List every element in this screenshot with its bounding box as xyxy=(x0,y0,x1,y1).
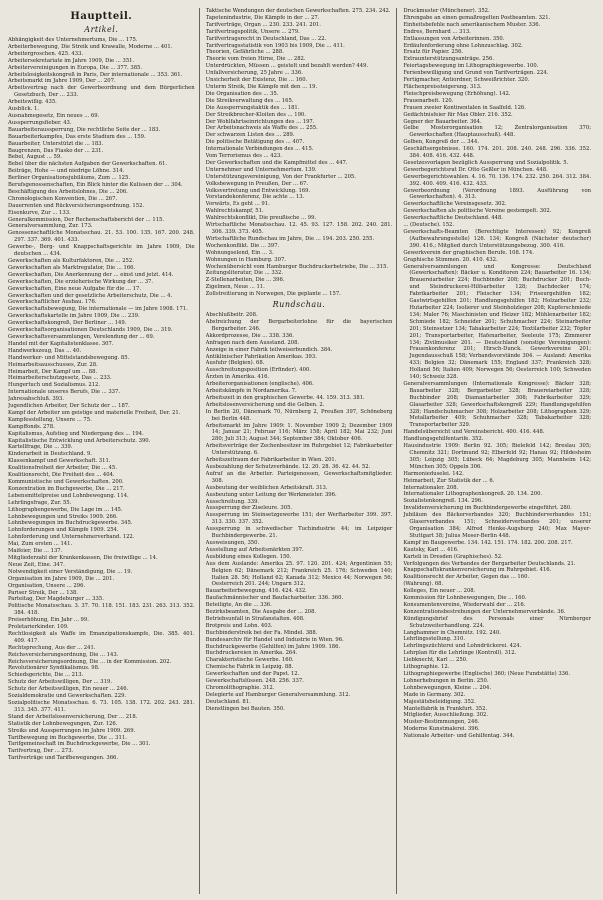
index-entry: Kartellfrage, Die ... 339. xyxy=(8,444,73,451)
index-entry: Erdäufenforderung ohne Lohnzuschlag. 302. xyxy=(403,42,523,49)
index-entry: Made in Germany. 302. xyxy=(403,691,466,698)
index-entry: Kommission für Lohnbewegungen, Die ... 160. xyxy=(403,595,527,602)
index-entry: Notwendigkeit einer Verständigung, Die ... 19. xyxy=(8,568,133,575)
index-entry: Bauarbeiteraussperrung, Die rechtliche Seite der ... 183. xyxy=(8,126,161,133)
index-entry: Schutz der Arbeitswilligen, Ein neuer ... 246. xyxy=(8,686,129,693)
index-entry: Arbeitsmarkt im Jahre 1909: 1. November 1909 2; Dezember 1909 14; Januar 21; Februar 116; März 158; April 182; Mai 232; Juni 280; Juli 313; August 344; September 384; Oktober 406. xyxy=(205,422,393,443)
index-entry: Lithographie. 12. xyxy=(403,664,450,671)
index-entry: Mantelfabrik in Frankfurt. 352. xyxy=(403,705,488,712)
column-left xyxy=(8,8,200,894)
index-entry: Gewerkschafts-Beamten (Berechtigte Interessen) 92; Kongreß (Aufbewahrungsstelle) 126. 134; Kongreß (Nächster deutscher) 390. 416.; Mitglied durch Unterstützungsbezug. 300. 416. xyxy=(403,229,591,249)
index-entry: Generalkommission, Der Rechenschaftsbericht der ... 115. xyxy=(8,216,165,223)
index-entry: Lithographengewerbe, Die Lage im ... 145. xyxy=(8,506,123,513)
index-entry: Unternehmer und Unternehmertum. 139. xyxy=(205,166,317,173)
index-entry: Chromolithographie. 312. xyxy=(205,685,275,691)
index-entry: Zigelmen, Neue ... 11. xyxy=(205,284,265,291)
index-entry: Moderne Kunstmalerei. 396. xyxy=(403,726,480,733)
index-entry: Aussperrung im Steinsetzgewerbe 151; der Werftarbeiter 399. 397. 313. 330. 337. 352. xyxy=(205,512,393,526)
index-entry: Revolutionärer Syndikalismus. 98. xyxy=(8,665,100,672)
index-entry: Wochenübersicht vom Hamburger Buchdruckerbetriebe, Die ... 315. xyxy=(205,263,389,270)
index-entry: Konzentrationsbestrebungen der Unternehmerverbände. 36. xyxy=(403,608,566,615)
index-entry: Arbeiterorganisationen (englische). 406. xyxy=(205,381,314,388)
index-entry: Lehrlingsfrage, Zur. 55. xyxy=(8,499,72,506)
index-entry: Gewerkschaften, Eine neue Aufgabe für die ... 17. xyxy=(8,285,142,292)
index-entry: Arbeitergroschen. 425. 433. xyxy=(8,50,84,57)
index-entry: Lehrlingszüchterei und Lohndrückerei. 424. xyxy=(403,643,522,650)
index-entry: Gewerbeordnung (Verordnung 1893. Ausführung von Gewerkschaften). 4. 313. xyxy=(403,187,591,201)
index-entry: Liebknecht, Karl ... 250. xyxy=(403,657,468,664)
index-entry: Gewerkschaftsversammlungen, Verelendung der ... 69. xyxy=(8,333,155,340)
index-entry: Nationale Arbeiter- und Gehilfentag. 344. xyxy=(403,733,515,740)
index-entry: Handwerker- und Mittelstandsbewegung. 85. xyxy=(8,354,130,361)
index-entry: Aussperrungsfieber. 43. xyxy=(8,119,72,126)
index-entry: In Berlin 20, Dänemark 70, Nürnberg 2, Preußen 397, Schöneberg bei Berlin 448. xyxy=(205,408,393,422)
index-entry: Abstreichung der Bergarbeiterlohne für die bayerischen Bergarbeiter. 246. xyxy=(205,318,393,332)
index-entry: Geschäftsergebnisse. 160. 174. 201. 208. 240. 248. 296. 336. 352. 384. 408. 416. 432. 448. xyxy=(403,146,591,160)
index-entry: Rechtsprechung, Aus der ... 241. xyxy=(8,644,96,651)
index-entry: Gewerkverein der graphischen Berufe. 108. 174. xyxy=(403,249,534,256)
index-entry: Jahresabschluß. 393. xyxy=(8,396,65,403)
index-entry: Akkordprozesse, Die ... 338. 336. xyxy=(205,332,294,339)
column-right xyxy=(403,8,595,894)
index-entry: Anzeige in einer Fabrik teilweiserbundich. 384. xyxy=(205,346,333,353)
index-entry: Arbeitslosenversicherung und die Gelben. 2. xyxy=(205,401,325,408)
index-entry: Kommunistische und Gewerkschaften. 200. xyxy=(8,479,124,485)
index-entry: Sozialdemokratie und Gewerkschaften. 229. xyxy=(8,693,127,700)
index-entry: Handlungsgehilfentarife. 352. xyxy=(403,436,484,443)
index-entry: Dauerrenten und Rückversicherungsordnung. 152. xyxy=(8,202,145,209)
index-entry: Arbeitsvertrag nach der Gewerbeordnung und dem Bürgerlichen Gesetzbuch, Der ... 233. xyxy=(8,85,195,99)
index-entry: Genossenschaftliche Monatsschau. 21. 53. 100. 135. 167. 200. 248. 297. 337. 369. 401. 433. xyxy=(8,230,195,244)
index-list-left xyxy=(8,37,195,762)
index-entry: Lebensmittelpreise und Lohnbewegung. 114. xyxy=(8,492,129,499)
index-entry: Bauarbeiterbewegung. 416. 424. 432. xyxy=(205,588,307,595)
index-entry: Internationaler. 208. xyxy=(403,484,459,491)
index-entry: Unterstützungsvereinigung, Von der Frankfurter ... 205. xyxy=(205,173,356,180)
index-entry: Gewerbegerichtsrat Dr. Otto Geßler in München. 448. xyxy=(403,166,548,173)
index-entry: Gesetzesvorlagen bezüglich Aussperrung und Sozialpolitik. 5. xyxy=(403,159,569,166)
index-entry: Gewerkschaftliche Vereinsgesetz. 302. xyxy=(403,201,507,208)
index-entry: Aussperrung der Ziseleure. 305. xyxy=(205,505,293,512)
index-entry: Parteitag, Der Magdeburger ... 335. xyxy=(8,596,104,603)
index-entry: Frauenarbeit. 120. xyxy=(403,97,454,104)
index-entry: Ausbeutung unter Leitung der Werkmeister. 396. xyxy=(205,491,337,498)
index-entry: Gewerbegerichtswahlen. 4. 16. 70. 136. 174. 232. 250. 264. 312. 384. 392. 400. 409. 416. 432. 433. xyxy=(403,173,591,187)
index-entry: Bebel über die nächsten Aufgaben der Gewerkschaften. 61. xyxy=(8,161,168,168)
index-entry: Einheitsbefehle nach amerikanischem Muster. 336. xyxy=(403,21,541,28)
index-entry: Gewerkschaften und der Papst. 12. xyxy=(205,671,300,678)
index-entry: Reichsversicherungsordnung, Die ... 143. xyxy=(8,651,119,658)
index-entry: Gewerkschaftliche Deutschland. 448. xyxy=(403,215,503,222)
index-entry: Gelbe Mosterorganisation 12; Zentralorganisation 370; Gewerkschaften (Hauptausschuß). 448. xyxy=(403,125,591,139)
index-entry: Mitglieder, Ausschließung. 302. xyxy=(403,712,489,719)
index-entry: Internationale Verbindungen des ... 415. xyxy=(205,146,314,153)
index-entry: Berufsgenossenschaften, Ein Blick hinter die Kulissen der ... 304. xyxy=(8,182,183,189)
index-entry: Wahlrechtskampf, 51. xyxy=(205,208,264,215)
index-entry: Ausblick. 1. xyxy=(8,106,40,113)
index-entry: Vorstandekonferenz, Die achte ... 13. xyxy=(205,194,305,201)
index-entry: Vom Terrorismus des ... 423. xyxy=(205,153,282,160)
section-title-articles: Artikel. xyxy=(84,25,119,34)
index-entry: Bebel, August ... 59. xyxy=(8,154,62,161)
index-entry: Dienstlingen bei Bauten. 350. xyxy=(205,705,285,712)
index-entry: Majestätsbeleidigung. 352. xyxy=(403,698,476,705)
index-entry: Pariser Streik, Der ... 138. xyxy=(8,589,78,596)
index-entry: Ausbildung eines Kollegen. 150. xyxy=(205,553,292,560)
index-entry: Organisation, Unsere ... 296. xyxy=(8,582,86,589)
index-entry: Aussperrung in schwedischer Tuchindustrie 44; im Leipziger Buchbindergewerbe. 21. xyxy=(205,526,393,540)
index-entry: Streiks und Aussperrungen im Jahre 1909. 269. xyxy=(8,727,136,734)
index-entry: Handel mit der Kapitalistenklasse. 307. xyxy=(8,340,114,347)
index-list-middle-articles xyxy=(206,8,393,298)
index-entry: Beiträge, Hohe — und niedrige Löhne. 314. xyxy=(8,168,125,175)
index-entry: Schiedsgerichte, Die ... 213. xyxy=(8,672,84,679)
index-entry: Organisation im Jahre 1909, Die ... 201. xyxy=(8,575,115,582)
index-entry: (Wahrung). 68. xyxy=(403,581,444,588)
index-entry: Politische Monatsschau. 3. 37. 70. 118. 151. 183. 231. 263. 313. 352. 384. 418. xyxy=(8,603,195,617)
index-entry: Beschäftigung des Arbeitslohnes, Die ... 206. xyxy=(8,188,128,195)
index-entry: Preiserhöhung, Ein Jahr ... 99. xyxy=(8,617,89,624)
index-entry: Gewerkschaften als politische Vereine gestempelt. 302. xyxy=(403,208,552,215)
index-entry: Internationale unseres Berufs, Die ... 337. xyxy=(8,389,121,396)
index-entry: Fleischpreisbewegung (Erhöhung). 142. xyxy=(403,90,511,97)
index-entry: Ausschreitung. 339. xyxy=(205,498,260,505)
index-entry: Betriebsunfall in Strafanstalten. 408. xyxy=(205,615,305,622)
index-entry: Ehrengabe an einen gemaßregelten Postbeamten. 321. xyxy=(403,14,551,21)
index-entry: Gelben, Kongreß der ... 344. xyxy=(403,139,479,146)
index-entry: Lohnbewegungen, Kleine ... 204. xyxy=(403,684,492,691)
index-entry: Mai, Zum ersten ... 141. xyxy=(8,541,73,548)
index-entry: Lehrplan für die Lehrlinge (Kontroll). 312. xyxy=(403,650,517,657)
index-entry: Taktische Wendungen der deutschen Gewerkschaften. 275. 234. 242. xyxy=(205,8,391,14)
index-entry: Delegierte auf Hamburger Generalversammlung. 312. xyxy=(205,691,351,698)
index-entry: Gewerkschaftslüssen. 248. 256. 337. xyxy=(205,678,304,685)
index-entry: Koalitionsrecht, Die Freiheit des ... 404. xyxy=(8,472,115,479)
index-entry: Arbeitsmarkt im Jahre 1909, Der ... 207. xyxy=(8,78,116,85)
index-entry: Unterdrückten, Müssen ... geistelt und bezahlt werden? 449. xyxy=(205,63,369,70)
index-entry: Karteli in Dresden (Graphisches). 52. xyxy=(403,553,503,560)
index-entry: Verfolgungen des Verbandes der Bergarbeiter Deutschlands. 21. xyxy=(403,560,576,567)
index-entry: Aufruf an die Arbeiter. Parteigenossen, Gewerkschaftsmitglieder. 308. xyxy=(205,470,393,484)
index-entry: Handelsübersicht und Vereinsbericht. 400. 416. 448. xyxy=(403,429,545,436)
index-entry: Gewerkschaften als Marktregulator, Die ... 166. xyxy=(8,264,136,271)
index-entry: Kautsky, Karl ... 416. xyxy=(403,546,459,553)
index-entry: Kündigungsbrief des Personals einer Nürnberger Schutzweiterhandlung. 224. xyxy=(403,615,591,629)
index-entry: Baufachmännischer und Baufacharbeiter. 336. 360. xyxy=(205,595,344,602)
index-entry: Lohnbewegungen und Streiks 1909. 266. xyxy=(8,513,118,520)
index-entry: Arbeitersekretariate im Jahre 1909, Die ... 351. xyxy=(8,57,135,64)
index-entry: Neue Zeit, Eine. 347. xyxy=(8,561,65,568)
index-entry: Arbeitswillig. 435. xyxy=(8,99,57,106)
index-entry: Tarifbewegung im Buchgewerbe, Die ... 311. xyxy=(8,734,127,741)
index-entry: Koalitionsrecht der Arbeiter, Gegen das ... 160. xyxy=(403,574,530,581)
index-entry: Invalidenversicherung im Buchbindergewerbe eingeführt. 280. xyxy=(403,505,572,512)
index-entry: Gewerkschaften, Die erzieherische Wirkung der ... 37. xyxy=(8,278,154,285)
index-entry: Ausbezahlung der Schutzverbände. 12. 20. 28. 36. 42. 44. 52. xyxy=(205,464,371,470)
index-entry: Theorien, Gefährliche ... 288. xyxy=(205,49,284,56)
index-entry: Hungertuch und Sozialismus. 212. xyxy=(8,382,101,389)
index-entry: Ausweisungen, 350. xyxy=(205,539,260,546)
index-entry: Wirtschaftliche Rundschau im Jahre, Die ... 194. 203. 250. 255. xyxy=(205,235,375,242)
index-entry: Generalversammlungen (Internationale Kongresse): Bäcker 328; Bauarbeiter 328; Bergarbeiter 328; Brauereiarbeiter 328; Buchbinder 208; Diamantarbeiter 308; Fabrikarbeiter 329; Glasarbeiter 328; Gewerkschaftskongreß 229; Handlungsgehilfen 328; Handschuhmacher 308; Holzarbeiter 208; Lithographen 329; Metallarbeiter 409; Schuhmacher 328; Tabakarbeiter 328; Transportarbeiter 329. xyxy=(403,380,591,429)
index-entry: Gewerkschaftsbewegung, Die internationale — im Jahre 1908. 171. xyxy=(8,306,188,313)
index-entry: Ausstellung auf Arbeitsmärkten 397. xyxy=(205,546,304,553)
index-entry: Gewerkschaften als Kulturfaktoren, Die ... 252. xyxy=(8,258,134,264)
index-entry: Lohnerhebungen in Berlin. 250. xyxy=(403,677,489,684)
index-entry: Der Arbeitsnachweis als Waffe des ... 255. xyxy=(205,125,318,132)
index-entry: Harmonieduselei. 142. xyxy=(403,470,464,477)
index-entry: Die politische Betätigung des ... 407. xyxy=(205,139,305,146)
index-entry: Generalversammlung, Zur. 173. xyxy=(8,223,93,230)
index-entry: Deutschland. 81. xyxy=(205,698,251,705)
index-entry: Der Wohlfahrtseinrichtungen des ... 197. xyxy=(205,118,315,125)
index-entry: Rechtlosigkeit als Waffe im Emanzipationskampfe, Die. 385. 401. 409. 417. xyxy=(8,630,195,644)
index-entry: Vorwärts, Es geht ... 91. xyxy=(205,201,270,208)
index-entry: Mitgliederzahl der Krankenkassen, Die freiwillige ... 14. xyxy=(8,554,158,561)
index-entry: Tapetenindustrie, Die Kämpfe in der ... 27. xyxy=(205,14,320,21)
index-entry: Tarifvertrag, Der ... 273. xyxy=(8,748,74,755)
section-title-review: Rundschau. xyxy=(272,300,326,310)
index-entry: Ersatz für Papier. 256. xyxy=(403,49,464,56)
index-entry: Chronologischen Konvention, Die ... 267. xyxy=(8,195,118,202)
index-entry: Buchbinderstreik bei der Fa. Mindel. 388. xyxy=(205,629,318,636)
index-entry: Gewerbe-, Berg- und Knappschaftsgerichte im Jahre 1909, Die deutschen ... 434. xyxy=(8,244,195,258)
index-entry: Zeitungsliteratur, Die ... 332. xyxy=(205,270,284,277)
index-entry: Tarifvertragspolitik, Unsere ... 279. xyxy=(205,28,300,35)
index-entry: Wahlrechtskonflikt, Die preußische ... 99. xyxy=(205,215,317,222)
index-entry: Proletarierkinder. 109. xyxy=(8,624,69,631)
index-entry: Schutz der Arbeitswilligen, Der ... 319. xyxy=(8,679,112,686)
index-entry: Lohnbewegungen im Buchdruckgewerbe. 345. xyxy=(8,520,133,527)
index-entry: Heimarbeitsausschusses, Zur. 28. xyxy=(8,361,98,368)
index-entry: Arbeitsverträge der Zechenbesitzer im Ruhrgebiet 12; Fabrikarbeiter Unterstützung. 6. xyxy=(205,443,393,457)
index-entry: Arbeitervereinigungen in Europa, Die ... 377. 385. xyxy=(8,64,143,71)
index-entry: Hausindustrie 1909: Berlin 92. 305; Bielefeld 142; Breslau 305; Chemnitz 321; Dortmund 92; Elberfeld 92; Hanau 92; Hildesheim 305; Leipzig 305; Lübeck 64; Magdeburg 305; Mannheim 142; München 305; Oppeln 306. xyxy=(403,443,591,470)
index-entry: Flächenpreissteigerung. 313. xyxy=(403,83,482,90)
index-entry: Kampffonds. 278. xyxy=(8,423,55,430)
index-entry: Baugrenzen, Das Fiasko der ... 231. xyxy=(8,147,104,154)
index-entry: Wohnungselend, Ein ... 3. xyxy=(205,249,274,256)
index-entry: Extraunterstützungsanträge. 256. xyxy=(403,56,494,63)
index-entry: Die Aussperrungstaktik des ... 181. xyxy=(205,104,300,111)
index-entry: ... (Deutsche). 152. xyxy=(403,222,455,229)
index-entry: Endres, Bernhard ... 313. xyxy=(403,28,471,35)
index-entry: Berliner Organisationsjubiläums, Zum ... 125. xyxy=(8,175,131,182)
index-entry: Generalversammlungen und Kongresse: Deutschland (Gewerkschaften): Bäcker u. Konditoren 224; Bauarbeiter 16. 134; Brauereiarbeiter 224; Buchbinder 208; Buchdrucker 201; Buch- und Steindruckerei-Hilfsarbeiter 128; Dachdecker 174; Fabrikarbeiter 201; Fleischer 134; Friseurgehilfen 182; Gastwirtsgehilfen 201; Handlungsgehilfen 182; Holzarbeiter 232; Hutarbeiter 224; Isolierer und Steinholzleger 208; Kupferschmiede 134; Maler 76; Maschinisten und Heizer 182; Mühlenarbeiter 182; Schmiede 182; Schneider 201; Schuhmacher 224; Steinarbeiter 201; Steinsetzer 134; Tabakarbeiter 224; Textilarbeiter 232; Töpfer 201; Transportarbeiter, Hafenarbeiter, Seeleute 175; Zimmerer 134; Zivilmusiker 201. — Deutschland (sonstige Vereinigungen): Frauenkonferenz 201; Hirsch-Dunck. Gewerkvereine 201; Jugendausschuß 158; Verbandsvorstände 304. — Ausland: Amerika 433; Belgien 32; Dänemark 155; England 337; Frankreich 328; Holland 56; Italien 409; Norwegen 56; Oesterreich 100; Schweden 140; Schweiz 328. xyxy=(403,263,591,381)
index-entry: Heimarbeit, Zur Statistik der ... 6. xyxy=(403,477,495,484)
index-entry: Tarifverträge und Tarifbewegungen. 366. xyxy=(8,755,119,762)
index-entry: Arbeitslosigkeitskongreß in Paris, Der internationale ... 353. 361. xyxy=(8,71,183,78)
index-entry: Fertigmacher, Antiordner, Schweißrichter. 320. xyxy=(403,77,530,84)
index-entry: Entlassungen von Arbeiterinnen. 350. xyxy=(403,35,505,42)
index-entry: Ärzten in Amerika. 416. xyxy=(205,374,270,381)
index-entry: Arbeitszeitraum der Fabrikarbeiter in Wien. 201. xyxy=(205,457,337,464)
index-entry: Gewerkschaftsorganisationen Deutschlands 1909, Die ... 319. xyxy=(8,327,173,334)
index-entry: Buchdruckereien in Amerika. 264. xyxy=(205,650,298,657)
index-entry: Maifeier, Die ... 137. xyxy=(8,548,63,555)
index-entry: Tarifvertragsrecht in Deutschland, Das ... 22. xyxy=(205,35,327,42)
index-entry: Lehrlingsstellung. 310. xyxy=(403,636,466,643)
index-entry: Tarifvertragsstatistik von 1903 bis 1909, Die ... 411. xyxy=(205,42,345,49)
index-entry: Konzentration im Buchgewerbe, Die ... 217. xyxy=(8,485,125,492)
index-entry: Abhängigkeit des Unternehmertums, Die ... 175. xyxy=(8,37,138,43)
index-entry: Knappschaftskrankenversicherung im Ruhrgebiet. 416. xyxy=(403,567,552,574)
index-entry: Arbeiterbewegung, Die Streik und Krawalle, Moderne ... 401. xyxy=(8,43,173,50)
index-entry: Ausschreitungsposition (Erfinder). 400. xyxy=(205,367,311,374)
index-entry: Wohnungen in Hamburg. 307. xyxy=(205,256,286,263)
index-entry: Unterm Streik, Die Kämpfe mit den ... 19. xyxy=(205,83,318,90)
index-entry: Druckmuster (Münchener). 352. xyxy=(403,8,490,14)
index-entry: Kapitalismus, Aufstieg und Niedergang des ... 194. xyxy=(8,430,144,437)
index-entry: Jubiläum des Bäckerverbandes 320; Buchbinderverbandes 151; Glaserverbandes 151; Schneiderverbandes 201; unserer Organisation 384; Alfred Henke-Augsburg 240; Max Mayer-Stuttgart 38; Julius Moser-Berlin 448. xyxy=(403,512,591,539)
index-entry: Unfallversicherung, 25 Jahre ... 336. xyxy=(205,70,303,77)
index-entry: Lohnforderung und Unternehmerverband. 122. xyxy=(8,534,135,541)
index-entry: Volksbewegung in Preußen, Der ... 67. xyxy=(205,180,309,187)
index-entry: Statistik der Lohnbewegungen, Zur. 126. xyxy=(8,720,118,727)
index-entry: Gewerkschaften, Die Anerkennung der ... einst und jetzt. 414. xyxy=(8,271,174,278)
index-entry: Charakteristische Gewerbe. 160. xyxy=(205,657,294,664)
index-entry: Der schwarzen Listen des ... 289. xyxy=(205,132,295,139)
index-entry: Z-Stellenarbeiten, Die ... 396. xyxy=(205,277,285,284)
index-entry: Koalitionsfreiheit der Arbeiter, Die ... 45. xyxy=(8,465,117,472)
index-entry: Handwerkszeug, Das ... 40. xyxy=(8,347,82,354)
index-entry: Wochenkonflikt. Die ... 397. xyxy=(205,242,280,249)
index-entry: Langhammer in Chemnitz. 192. 240. xyxy=(403,629,501,636)
index-entry: Gegner der Bauarbeiter. 364. xyxy=(403,118,482,125)
index-entry: Beteiligte, An die ... 336. xyxy=(205,602,272,609)
index-entry: Anfragen nach dem Ausstand. 208. xyxy=(205,339,300,346)
index-entry: Bezirksbeamten, Die Ausgabe der ... 208. xyxy=(205,609,317,616)
index-entry: Die Streikverwaltung des ... 165. xyxy=(205,97,294,104)
index-entry: Eisenkurve, Zur ... 133. xyxy=(8,209,71,216)
index-entry: Frauen zweier Kontinentalen in Saalfeld. 126. xyxy=(403,104,526,111)
index-entry: Tarifverträge, Organ ... 230. 233. 241. 201. xyxy=(205,21,321,28)
index-entry: Buchdruckgewerbe (Gehilfen) im Jahre 1909. 186. xyxy=(205,643,341,650)
index-entry: Sozialpolitische Monatsschau. 6. 73. 105. 138. 172. 202. 243. 281. 313. 345. 377. 411. xyxy=(8,700,195,713)
index-entry: Lohnforderungen und Kämpfe 1909. 254. xyxy=(8,527,119,534)
index-entry: Volksvertretung und Entwicklung. 169. xyxy=(205,187,311,194)
index-entry: Unsicherheit der Existenz, Die ... 160. xyxy=(205,77,308,84)
index-entry: Ausfuhr (Belgien). 68. xyxy=(205,360,265,367)
column-middle xyxy=(206,8,398,894)
index-entry: Brotpreis und Lohn. 403. xyxy=(205,622,273,629)
index-entry: Stand der Arbeitslosenversicherung, Der ... 218. xyxy=(8,713,138,720)
index-entry: Kampfesstellung, Unsere ... 75. xyxy=(8,416,92,423)
index-entry: Kampf im Baugewerbe. 134. 142. 151. 174. 182. 200. 208. 217. xyxy=(403,539,573,546)
index-entry: Ausnahmegesetz, Ein neues ... 69. xyxy=(8,112,100,119)
index-entry: Arbeitskämpfe in Nordamerika. 7. xyxy=(205,388,297,395)
index-entry: Chemische Fabrik in Leipzig. 88. xyxy=(205,664,294,671)
index-entry: Kapitalistische Entwicklung und Arbeiterschutz. 390. xyxy=(8,437,151,444)
index-list-right xyxy=(403,8,591,740)
index-entry: Abschlußbeitr. 208. xyxy=(205,312,258,319)
index-entry: Theorie vom freien Hirne, Die ... 282. xyxy=(205,56,306,63)
index-entry: Klassenkampf und Gewerkschaft. 311. xyxy=(8,458,111,465)
index-entry: Arbeitszeit in den graphischen Gewerbe. 44. 159. 313. 381. xyxy=(205,394,365,401)
index-entry: Kampf der Arbeiter um geistige und materielle Freiheit, Der. 21. xyxy=(8,409,181,416)
index-entry: Gedächtnisfeier für Max Obler. 216. 352. xyxy=(403,111,513,118)
index-entry: Bauarbeiter, Unterstützt die ... 183. xyxy=(8,140,104,147)
index-entry: Sozialistenkongreß. 134. 296. xyxy=(403,498,483,505)
index-entry: Gewerkschaftlicher Ausbau. 176. xyxy=(8,299,97,306)
index-entry: Heimarbeit, Der Kampf um ... 88. xyxy=(8,368,98,375)
index-entry: Internationaler Lithographenkongreß. 20. 134. 200. xyxy=(403,491,543,498)
index-entry: Bundesarchiv für Handel und Industrie in Wien. 96. xyxy=(205,636,344,643)
index-entry: Ausbeutung der weiblichen Arbeitskraft. 313. xyxy=(205,484,328,491)
index-entry: Kinderarbeit in Deutschland. 9. xyxy=(8,451,92,458)
index-list-middle-review xyxy=(206,312,393,713)
index-entry: Kolleges, Ein neuer ... 208. xyxy=(403,588,476,595)
index-entry: Der Streikbrecher-Kloiten des ... 190. xyxy=(205,111,306,118)
index-entry: Lithographiegewerbe (Englische) 360; (Neue Fundstätte) 336. xyxy=(403,671,571,677)
index-entry: Gewerkschaftskartelle im Jahre 1909, Die ... 239. xyxy=(8,313,140,320)
index-entry: Wirtschaftliche Monatsschau. 12. 45. 93. 127. 158. 202. 240. 281. 306. 339. 373. 405. xyxy=(205,222,393,235)
index-entry: Ferienbewilligung und Grund von Tarifverträgen. 224. xyxy=(403,70,549,77)
index-entry: Feiertagsbewegung im Lithographiegewerbe. 100. xyxy=(403,63,539,70)
index-entry: Tarifgemeinschaft im Buchdruckgewerbe, Die ... 301. xyxy=(8,741,151,748)
index-entry: Gewerkschaften und der gesetzliche Arbeiterschutz, Die ... 4. xyxy=(8,292,173,299)
index-entry: Der Gewerkschaften und die Kampfmittel des ... 447. xyxy=(205,159,348,166)
page-title: Hauptteil. xyxy=(70,11,133,22)
index-entry: Antiklinischer Fabrikation Amerikas. 393. xyxy=(205,353,317,360)
index-entry: Reichsversicherungsordnung, Die ... in der Kommission. 202. xyxy=(8,658,172,665)
index-entry: Die Organisation des ... 35. xyxy=(205,90,279,97)
index-entry: Graphische Stimmen. 20. 410. 432. xyxy=(403,256,498,263)
index-entry: Muster-Bestimmungen, 246. xyxy=(403,719,480,726)
index-entry: Heimarbeiterschutzgesetz, Das ... 233. xyxy=(8,375,112,382)
index-entry: Gewerkschaftskongreß, Der Berliner ... 149. xyxy=(8,320,127,327)
index-entry: Jugendlichen Arbeiter, Der Schutz der ... 187. xyxy=(8,403,130,410)
index-entry: Konsumentenvereine, Wiederwahl der ... 216. xyxy=(403,601,526,608)
index-entry: Bauarbeiterkampfes, Das erste Stadium des ... 159. xyxy=(8,133,146,140)
index-entry: Aus dem Auslande: Amerika 25. 97. 120. 201. 424; Argentinien 55; Belgien 62; Dänemark 212; Frankreich 25. 176; Schweden 140; Italien 28. 56; Holland 62; Kanada 312; Mexico 44; Norwegen 56; Oesterreich 201. 244; Ungarn 312. xyxy=(205,560,393,588)
index-entry: Zollstreitierung in Norwegen, Die geplante ... 157. xyxy=(205,291,341,298)
